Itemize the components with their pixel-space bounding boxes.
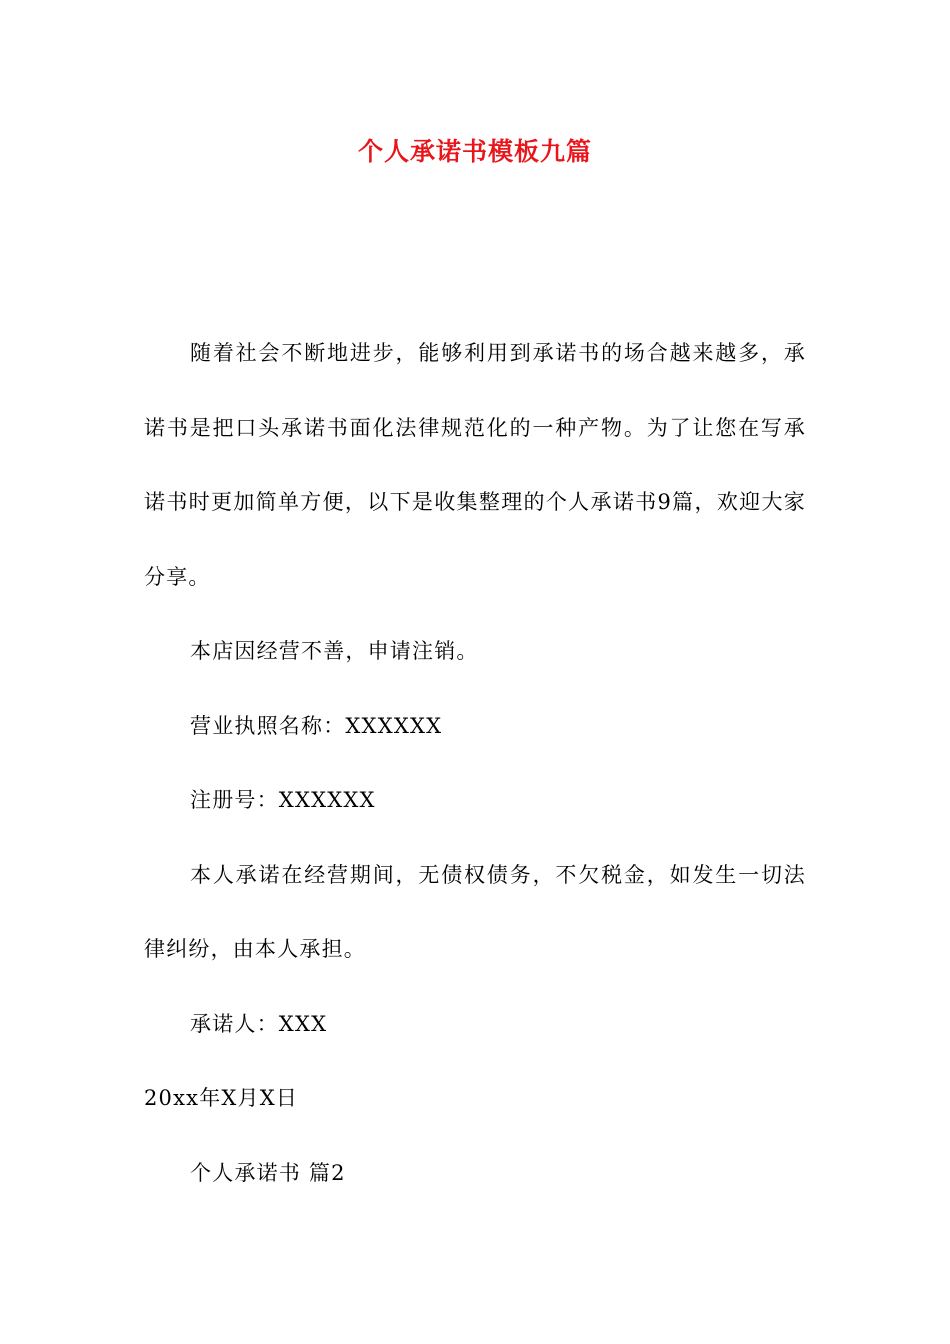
- document-title: 个人承诺书模板九篇: [357, 137, 592, 166]
- section-heading-2: 个人承诺书 篇2: [190, 1160, 346, 1185]
- paragraph-date: 20xx年X月X日: [144, 1086, 299, 1110]
- document-body: [144, 316, 806, 1210]
- intro-paragraph: 随着社会不断地进步，能够利用到承诺书的场合越来越多，承诺书是把口头承诺书面化法律规范化的一种产物。为了让您在写承诺书时更加简单方便，以下是收集整理的个人承诺书9篇，欢迎大家分享。: [144, 341, 806, 589]
- paragraph-cancellation: 本店因经营不善，申请注销。: [190, 639, 479, 663]
- paragraph-license-name: 营业执照名称：XXXXXX: [190, 713, 443, 738]
- paragraph-commitment: 本人承诺在经营期间，无债权债务，不欠税金，如发生一切法律纠纷，由本人承担。: [144, 862, 806, 961]
- paragraph-signatory: 承诺人：XXX: [190, 1011, 328, 1036]
- paragraph-registration-number: 注册号：XXXXXX: [190, 788, 376, 812]
